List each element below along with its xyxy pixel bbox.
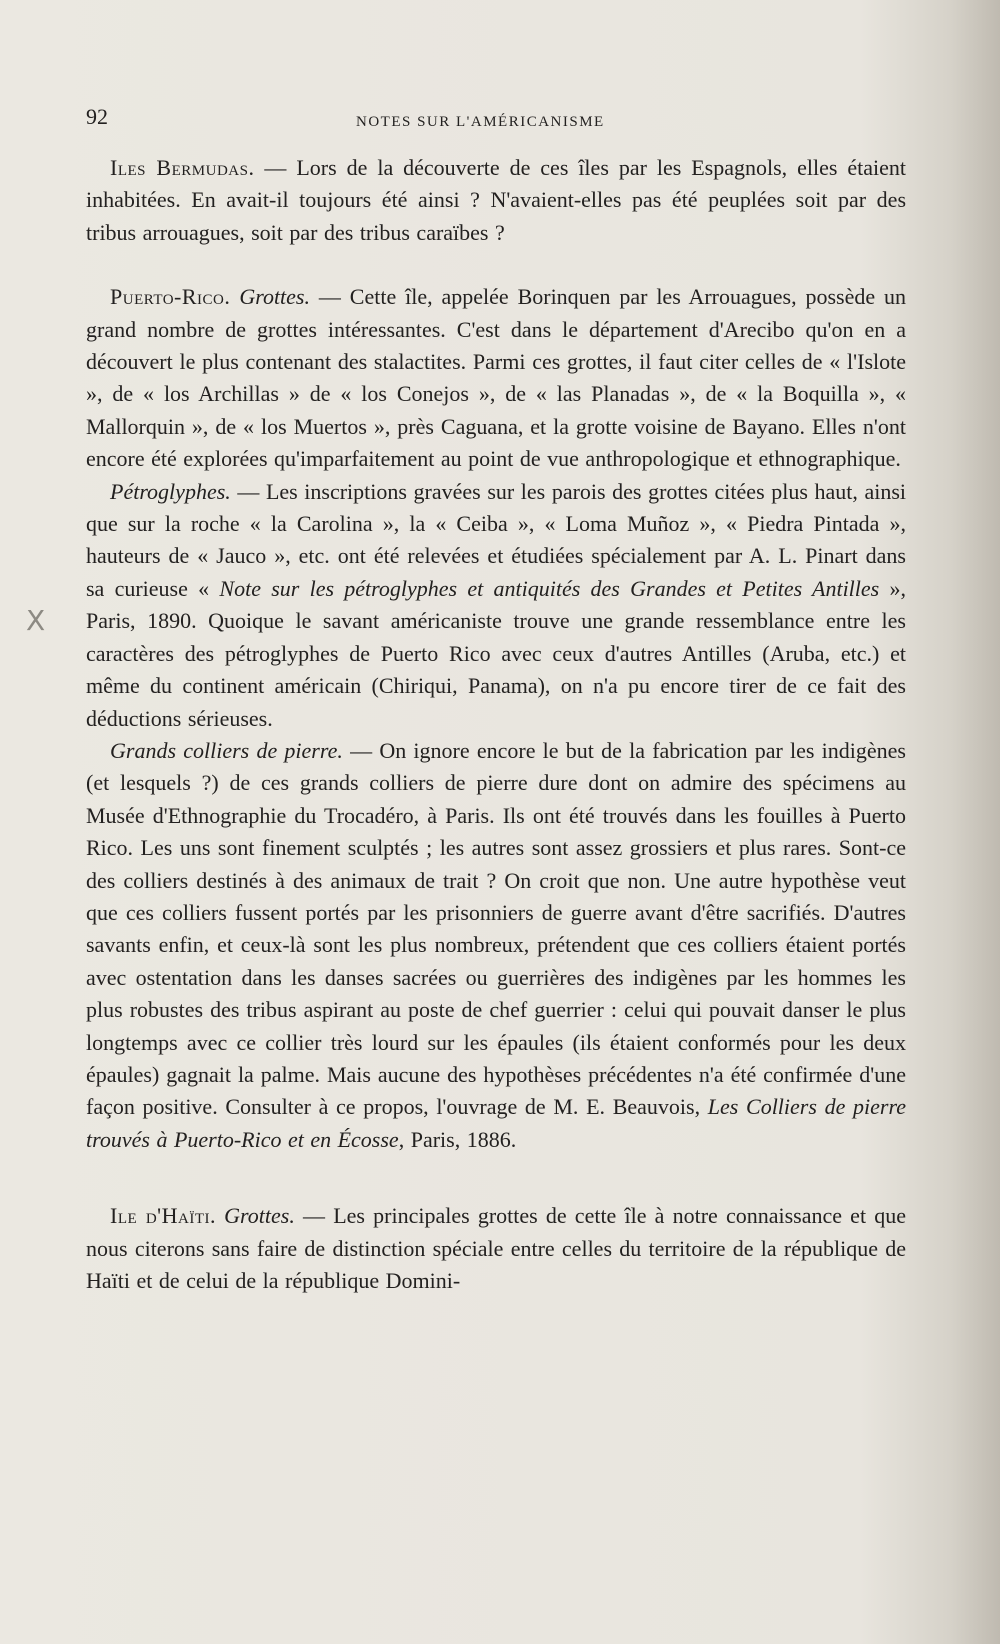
paragraph-colliers xyxy=(86,735,906,1156)
subheading-grottes-puerto-rico: Grottes. xyxy=(239,284,310,310)
paragraph-colliers-text-1: — On ignore encore le but de la fabrication par les indigènes (et lesquels ?) de ces grands colliers de pierre dure dont on admire des spécimens au Musée d'Ethnographie du Trocadéro, à Paris. Ils ont été trouvés dans les fouilles à Puerto Rico. Les uns sont finement sculptés ; les autres sont assez grossiers et plus rares. Sont-ce des colliers destinés à des animaux de trait ? On croit que non. Une autre hypothèse veut que ces colliers fussent portés par les prisonniers de guerre avant d'être sacrifiés. D'autres savants enfin, et ceux-là sont les plus nombreux, prétendent que ces colliers étaient portés avec ostentation dans les danses sacrées ou guerrières des indigènes par les hommes les plus robustes des tribus aspirant au poste de chef guerrier : celui qui pouvait danser le plus longtemps avec ce collier très lourd sur les épaules (ils étaient conformés pour les deux épaules) gagnait la palme. Mais aucune des hypothèses précédentes n'a été confirmée d'une façon positive. Consulter à ce propos, l'ouvrage de M. E. Beauvois, xyxy=(86,737,906,1120)
subheading-grottes-haiti: Grottes. xyxy=(224,1203,295,1229)
running-head: NOTES SUR L'AMÉRICANISME xyxy=(356,114,605,130)
paragraph-petroglyphes-text-2: », Paris, 1890. Quoique le savant américaniste trouve une grande ressemblance entre les caractères des pétroglyphes de Puerto Rico avec ceux d'autres Antilles (Aruba, etc.) et même du continent américain (Chiriqui, Panama), on n'a pu encore tirer de ce fait des déductions sérieuses. xyxy=(86,575,907,731)
paragraph-petroglyphes xyxy=(86,476,906,735)
cited-title-beauvois: Les Colliers de pierre trouvés à Puerto-Rico et en Écosse xyxy=(86,1094,906,1152)
paragraph-bermudas xyxy=(86,152,906,249)
section-heading-haiti: Ile d'Haïti. xyxy=(110,1203,216,1229)
paragraph-colliers-text-2: , Paris, 1886. xyxy=(398,1126,517,1152)
paragraph-bermudas-text: — Lors de la découverte de ces îles par les Espagnols, elles étaient inhabitées. En avait-il toujours été ainsi ? N'avaient-elles pas été peuplées soit par des tribus arrouagues, soit par des tribus caraïbes ? xyxy=(86,155,906,245)
paragraph-haiti-text: — Les principales grottes de cette île à notre connaissance et que nous citerons sans faire de distinction spéciale entre celles du territoire de la république de Haïti et de celui de la république Domini- xyxy=(86,1203,906,1293)
page-header xyxy=(86,104,906,134)
section-heading-bermudas: Iles Bermudas. xyxy=(110,155,255,180)
subheading-colliers: Grands colliers de pierre. xyxy=(110,737,343,763)
paragraph-petroglyphes-text-1: — Les inscriptions gravées sur les parois des grottes citées plus haut, ainsi que sur la roche « la Carolina », la « Ceiba », « Loma Muñoz », « Piedra Pintada », hauteurs de « Jauco », etc. ont été relevées et étudiées spécialement par A. L. Pinart dans sa curieuse « xyxy=(86,478,906,601)
margin-pencil-mark: X xyxy=(26,604,46,637)
paragraph-puerto-rico-text: — Cette île, appelée Borinquen par les Arrouagues, possède un grand nombre de grottes intéressantes. C'est dans le département d'Arecibo qu'on en a découvert le plus contenant des stalactites. Parmi ces grottes, il faut citer celles de « l'Islote », de « los Archillas » de « los Conejos », de « las Planadas », de « la Boquilla », « Mallorquin », de « los Muertos », près Caguana, et la grotte voisine de Bayano. Elles n'ont encore été explorées qu'imparfaitement au point de vue anthropologique et ethnographique. xyxy=(86,284,907,472)
paragraph-haiti xyxy=(86,1200,906,1297)
cited-title-pinart: Note sur les pétroglyphes et antiquités des Grandes et Petites Antilles xyxy=(219,575,880,601)
subheading-petroglyphes: Pétroglyphes. xyxy=(110,478,231,504)
section-heading-puerto-rico: Puerto-Rico. xyxy=(110,284,231,310)
body-text xyxy=(86,152,906,1297)
paragraph-puerto-rico xyxy=(86,281,906,475)
page-number: 92 xyxy=(86,104,108,129)
